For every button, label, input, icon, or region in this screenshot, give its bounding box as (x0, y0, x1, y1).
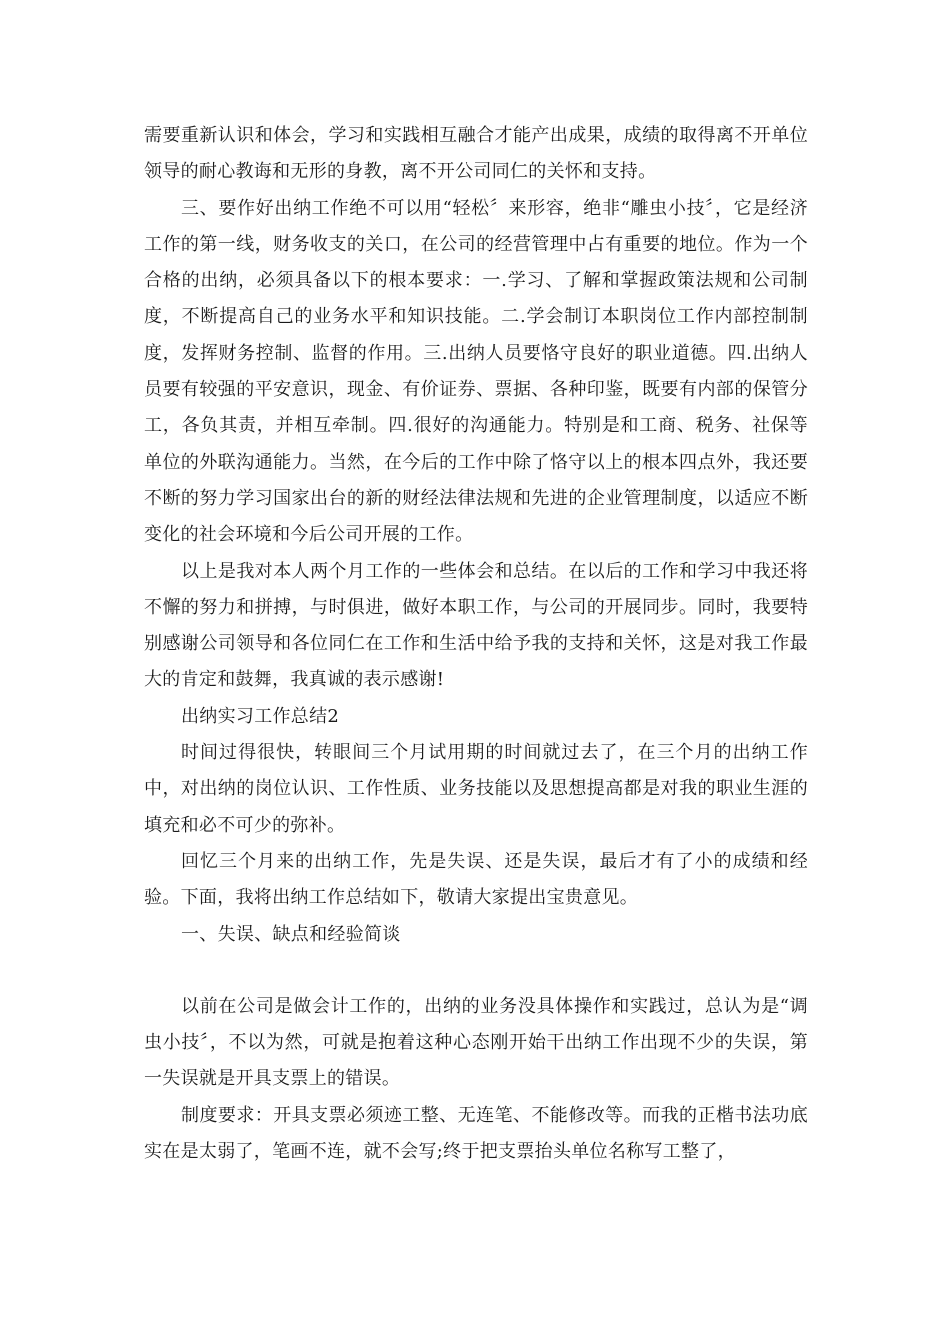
paragraph-review: 回忆三个月来的出纳工作，先是失误、还是失误，最后才有了小的成绩和经验。下面，我将出纳工作总结如下，敬请大家提出宝贵意见。 (144, 850, 808, 909)
paragraph-three-months: 时间过得很快，转眼间三个月试用期的时间就过去了，在三个月的出纳工作中，对出纳的岗位认识、工作性质、业务技能以及思想提高都是对我的职业生涯的填充和必不可少的弥补。 (144, 742, 808, 836)
paragraph-check-rules: 制度要求：开具支票必须迹工整、无连笔、不能修改等。而我的正楷书法功底实在是太弱了，笔画不连，就不会写;终于把支票抬头单位名称写工整了， (144, 1104, 808, 1163)
blank-line (144, 953, 808, 989)
paragraph-previous-job: 以前在公司是做会计工作的，出纳的业务没具体操作和实践过，总认为是“调虫小技〞，不以为然，可就是抱着这种心态刚开始干出纳工作出现不少的失误，第一失误就是开具支票上的错误。 (144, 995, 808, 1090)
section-heading-summary-2: 出纳实习工作总结2 (181, 705, 340, 727)
paragraph-summary-thanks: 以上是我对本人两个月工作的一些体会和总结。在以后的工作和学习中我还将不懈的努力和拼搏，与时俱进，做好本职工作，与公司的开展同步。同时，我要特别感谢公司领导和各位同仁在工作和生活中给予我的支持和关怀，这是对我工作最大的肯定和鼓舞，我真诚的表示感谢! (144, 560, 808, 691)
section-heading-mistakes: 一、失误、缺点和经验简谈 (181, 923, 401, 945)
paragraph-cashier-requirements: 三、要作好出纳工作绝不可以用“轻松〞来形容，绝非“雕虫小技〞，它是经济工作的第一线，财务收支的关口，在公司的经营管理中占有重要的地位。作为一个合格的出纳，必须具备以下的根本要求：一.学习、了解和掌握政策法规和公司制度，不断提高自己的业务水平和知识技能。二.学会制订本职岗位工作内部控制制度，发挥财务控制、监督的作用。三.出纳人员要恪守良好的职业道德。四.出纳人员要有较强的平安意识，现金、有价证券、票据、各种印鉴，既要有内部的保管分工，各负其责，并相互牵制。四.很好的沟通能力。特别是和工商、税务、社保等单位的外联沟通能力。当然，在今后的工作中除了恪守以上的根本四点外，我还要不断的努力学习国家出台的新的财经法律法规和先进的企业管理制度，以适应不断变化的社会环境和今后公司开展的工作。 (144, 197, 808, 546)
paragraph-continuation: 需要重新认识和体会，学习和实践相互融合才能产出成果，成绩的取得离不开单位领导的耐心教诲和无形的身教，离不开公司同仁的关怀和支持。 (144, 125, 808, 183)
document-page (144, 118, 808, 1170)
